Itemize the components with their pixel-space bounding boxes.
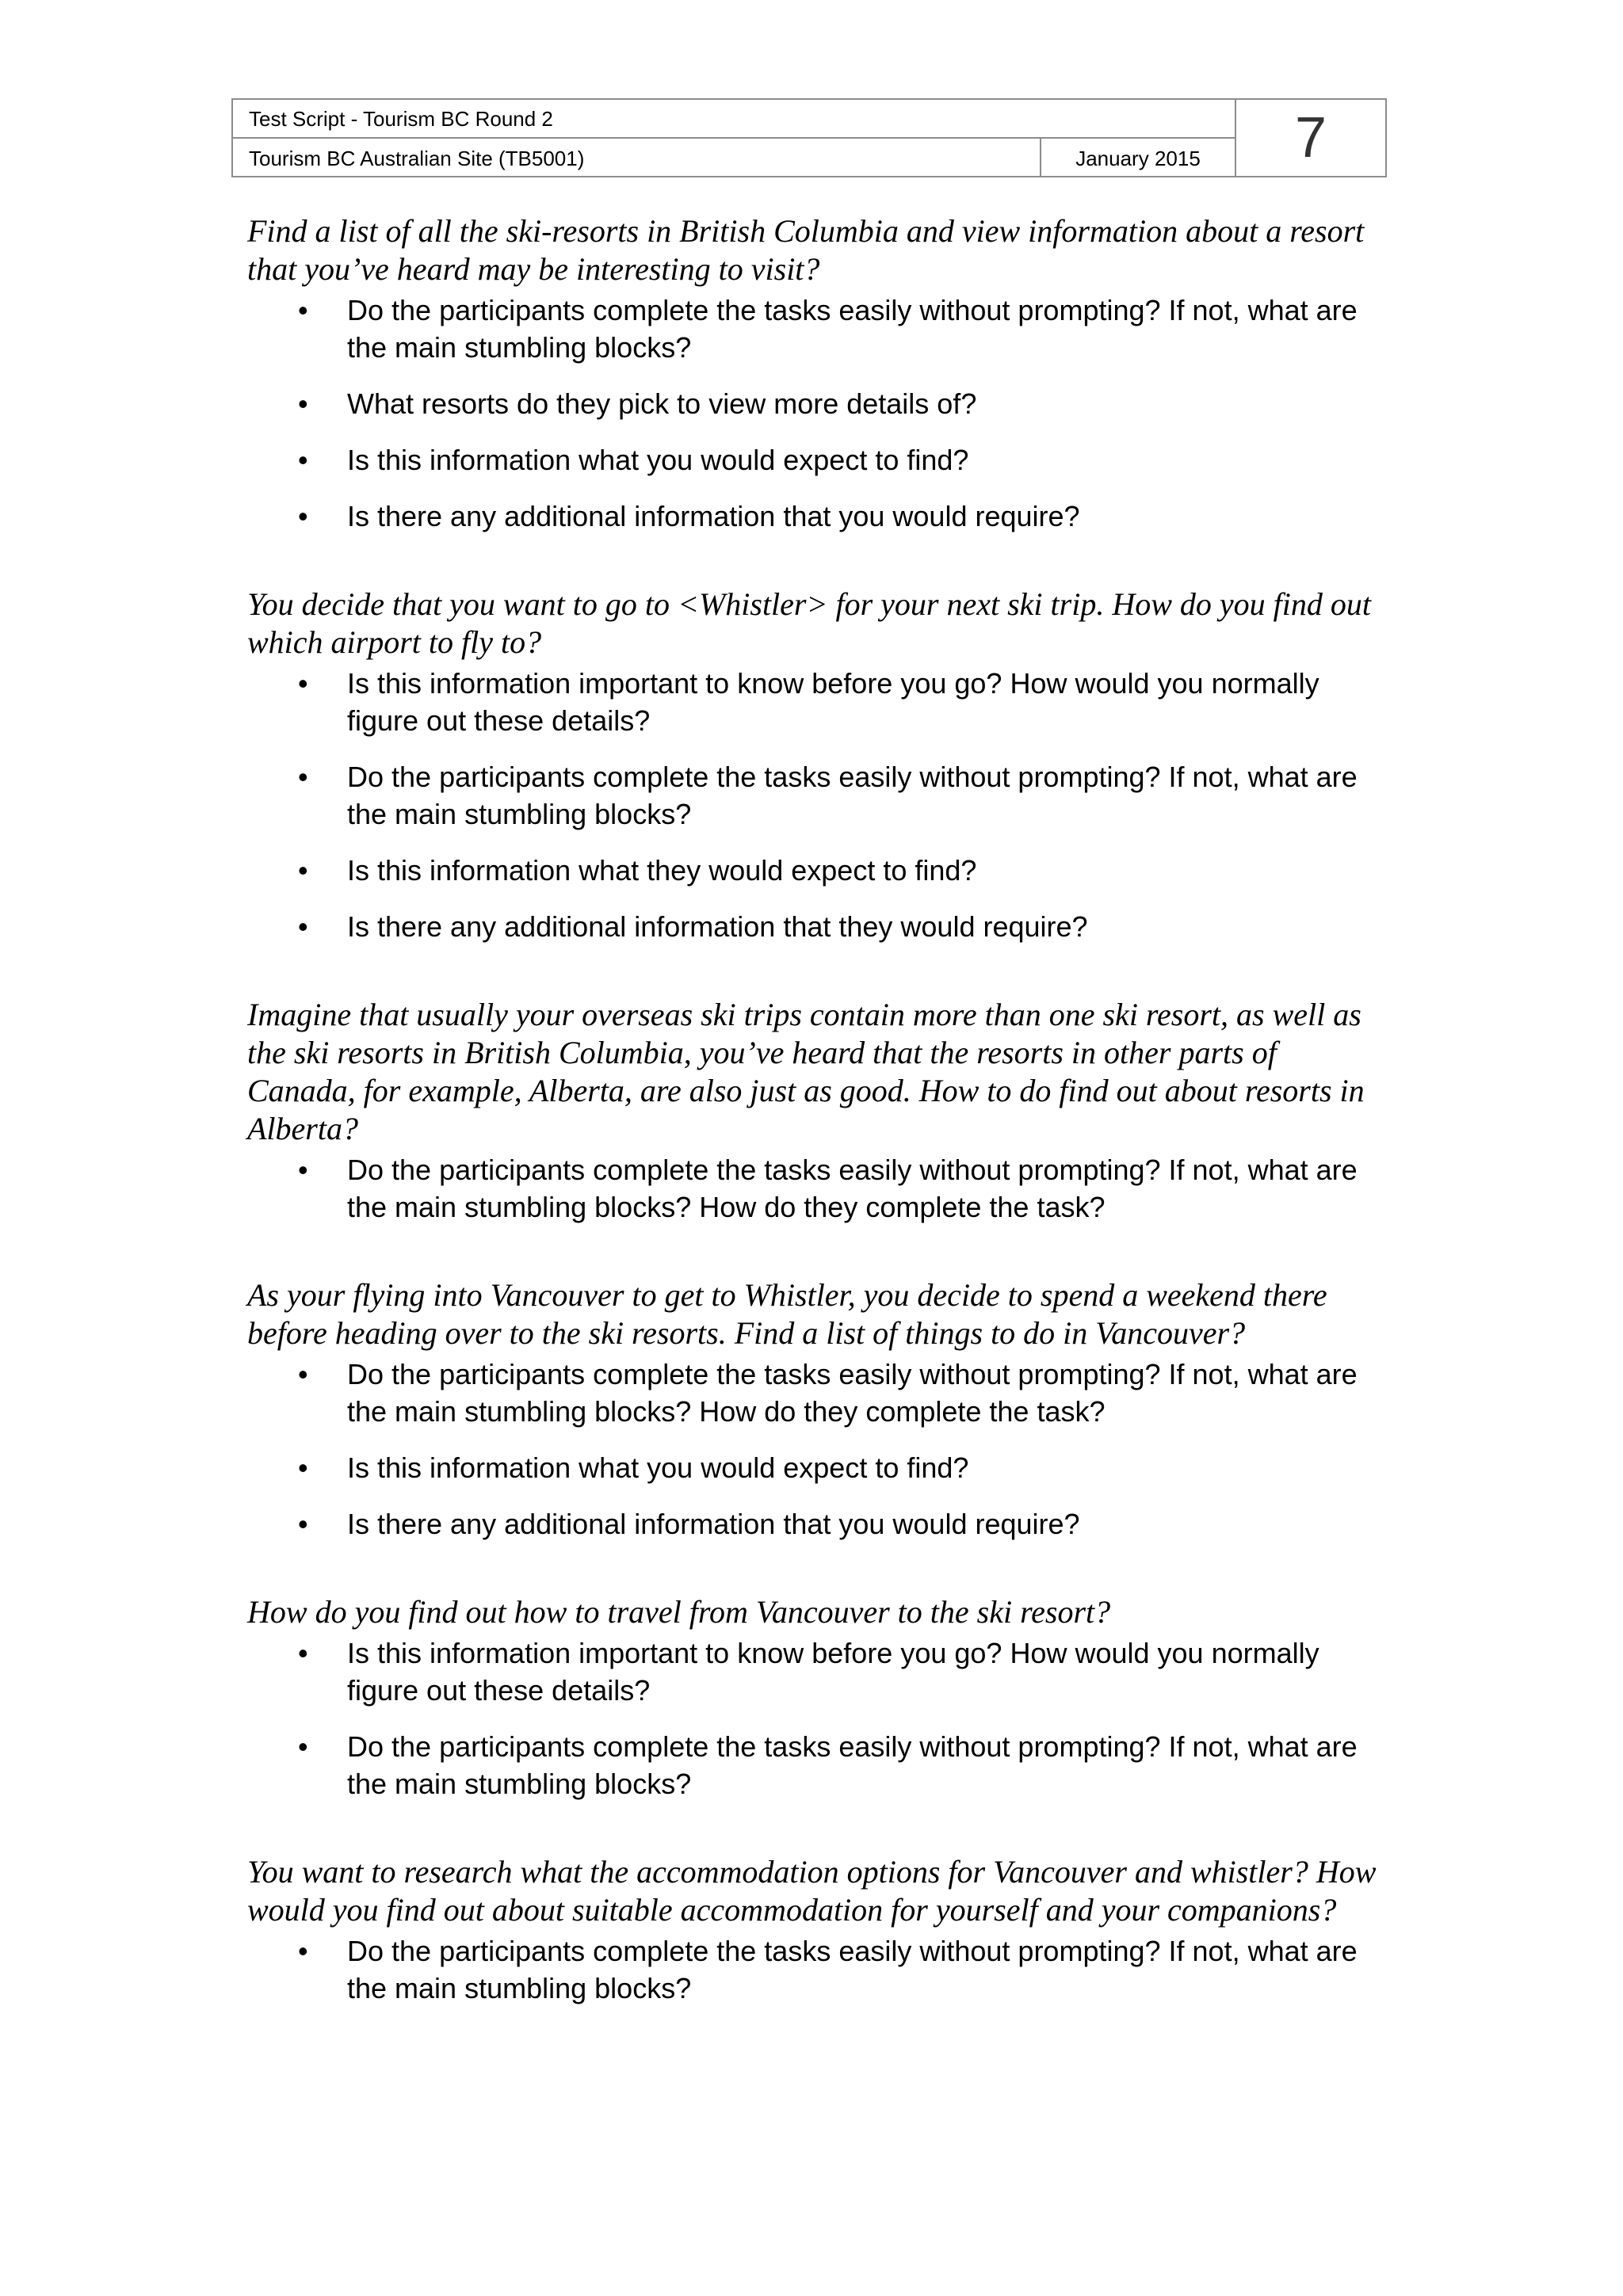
observation-item	[298, 1634, 1388, 1709]
observation-item	[298, 292, 1388, 366]
task-question: You want to research what the accommodation options for Vancouver and whistler? How would you find out about suitable accommodation for yourself and your companions?	[247, 1854, 1377, 1928]
task-section	[247, 1853, 1388, 2007]
observation-text: What resorts do they pick to view more details of?	[347, 387, 977, 420]
bullet-icon: •	[298, 1154, 308, 1186]
observation-item	[298, 441, 1388, 479]
header-table	[231, 98, 1387, 177]
observation-item	[298, 498, 1388, 535]
task-question: You decide that you want to go to <Whistler> for your next ski trip. How do you find out which airport to fly to?	[247, 586, 1371, 660]
observation-text: Is this information what they would expect to find?	[347, 854, 977, 887]
bullet-icon: •	[298, 387, 308, 420]
observation-item	[298, 1449, 1388, 1486]
observation-text: Do the participants complete the tasks easily without prompting? If not, what are the main stumbling blocks?	[347, 1935, 1358, 2004]
task-section	[247, 212, 1388, 535]
bullet-icon: •	[298, 1508, 308, 1540]
document-date: January 2015	[1040, 139, 1235, 176]
observation-list	[247, 1356, 1388, 1543]
observation-text: Do the participants complete the tasks easily without prompting? If not, what are the main stumbling blocks? How do they complete the task?	[347, 1358, 1358, 1428]
observation-text: Do the participants complete the tasks easily without prompting? If not, what are the main stumbling blocks? How do they complete the task?	[347, 1154, 1358, 1223]
document-title: Test Script - Tourism BC Round 2	[233, 100, 1235, 139]
bullet-icon: •	[298, 761, 308, 793]
task-section	[247, 1593, 1388, 1802]
observation-item	[298, 1728, 1388, 1802]
bullet-icon: •	[298, 854, 308, 887]
observation-item	[298, 908, 1388, 945]
bullet-icon: •	[298, 1935, 308, 1967]
bullet-icon: •	[298, 1730, 308, 1763]
task-question: As your flying into Vancouver to get to Whistler, you decide to spend a weekend there before heading over to the ski resorts. Find a list of things to do in Vancouver?	[247, 1277, 1327, 1351]
page-number: 7	[1235, 100, 1385, 176]
observation-list	[247, 1932, 1388, 2007]
bullet-icon: •	[298, 910, 308, 943]
bullet-icon: •	[298, 294, 308, 326]
observation-item	[298, 665, 1388, 739]
observation-item	[298, 1151, 1388, 1226]
task-question: Imagine that usually your overseas ski trips contain more than one ski resort, as well as the ski resorts in British Columbia, you’ve heard that the resorts in other parts of Canada, for example, Alberta, are also just as good. How to do find out about resorts in Alberta?	[247, 997, 1365, 1146]
observation-list	[247, 1151, 1388, 1226]
task-question: How do you find out how to travel from Vancouver to the ski resort?	[247, 1594, 1111, 1630]
observation-text: Is this information important to know before you go? How would you normally figure out these details?	[347, 1637, 1319, 1707]
document-body	[247, 212, 1388, 2058]
bullet-icon: •	[298, 1451, 308, 1484]
observation-item	[298, 852, 1388, 889]
task-question: Find a list of all the ski-resorts in British Columbia and view information about a resort that you’ve heard may be interesting to visit?	[247, 213, 1365, 287]
observation-item	[298, 1505, 1388, 1543]
task-section	[247, 585, 1388, 945]
bullet-icon: •	[298, 500, 308, 532]
observation-item	[298, 758, 1388, 833]
bullet-icon: •	[298, 667, 308, 700]
observation-list	[247, 665, 1388, 945]
observation-text: Is this information what you would expect to find?	[347, 444, 969, 476]
site-name: Tourism BC Australian Site (TB5001)	[249, 147, 585, 170]
bullet-icon: •	[298, 1358, 308, 1390]
observation-text: Do the participants complete the tasks easily without prompting? If not, what are the main stumbling blocks?	[347, 761, 1358, 830]
observation-list	[247, 1634, 1388, 1802]
observation-list	[247, 292, 1388, 535]
observation-text: Do the participants complete the tasks easily without prompting? If not, what are the main stumbling blocks?	[347, 294, 1358, 364]
observation-item	[298, 385, 1388, 422]
task-section	[247, 1276, 1388, 1543]
bullet-icon: •	[298, 444, 308, 476]
observation-text: Is this information what you would expect to find?	[347, 1451, 969, 1484]
observation-text: Is there any additional information that they would require?	[347, 910, 1088, 943]
observation-text: Is this information important to know before you go? How would you normally figure out these details?	[347, 667, 1319, 737]
observation-item	[298, 1356, 1388, 1430]
task-section	[247, 996, 1388, 1226]
observation-text: Is there any additional information that you would require?	[347, 1508, 1080, 1540]
bullet-icon: •	[298, 1637, 308, 1669]
observation-text: Do the participants complete the tasks easily without prompting? If not, what are the main stumbling blocks?	[347, 1730, 1358, 1800]
observation-item	[298, 1932, 1388, 2007]
observation-text: Is there any additional information that you would require?	[347, 500, 1080, 532]
